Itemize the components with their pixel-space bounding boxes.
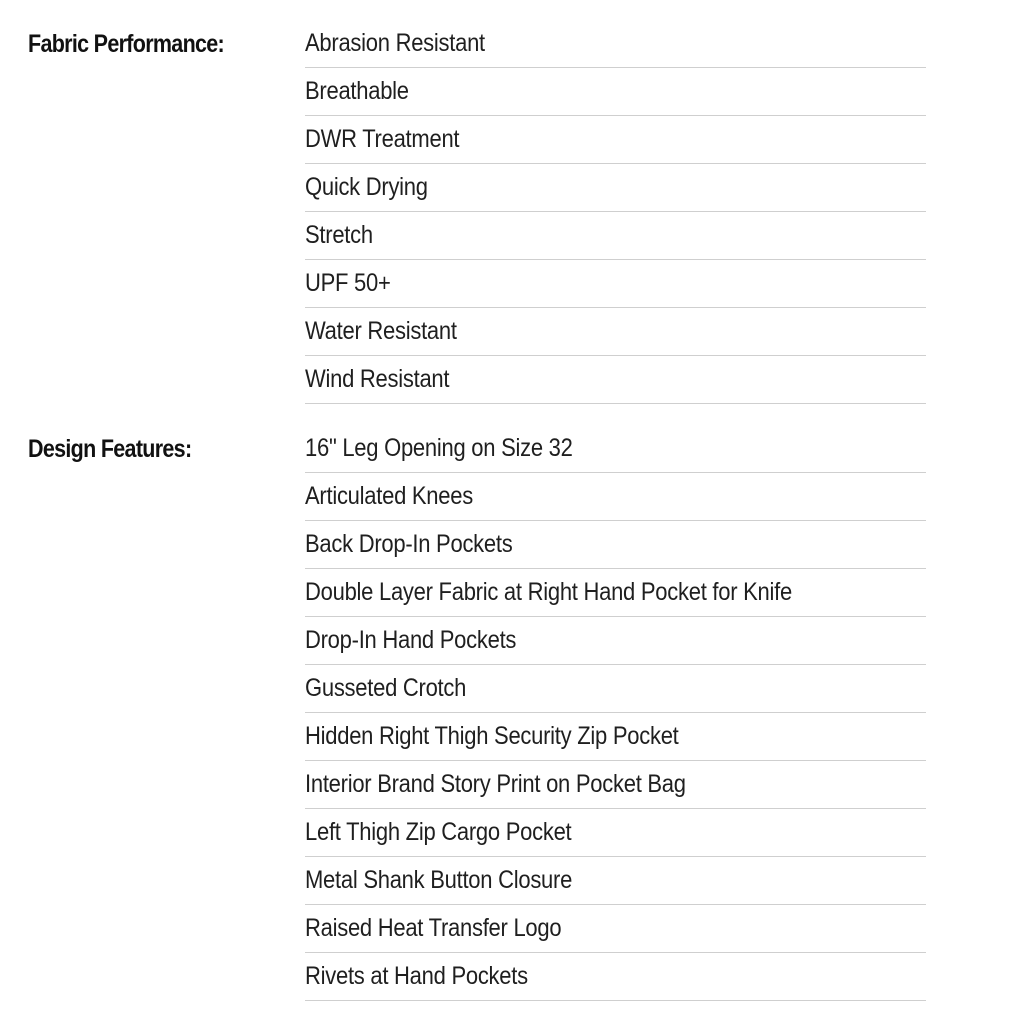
design-features-label: Design Features:	[28, 435, 192, 463]
list-item	[305, 953, 926, 1001]
list-item	[305, 713, 926, 761]
list-item-text: Abrasion Resistant	[305, 29, 485, 57]
list-item-text: 16" Leg Opening on Size 32	[305, 434, 573, 462]
list-item-text: Rivets at Hand Pockets	[305, 962, 528, 990]
list-item-text: Interior Brand Story Print on Pocket Bag	[305, 770, 686, 798]
list-item-text: DWR Treatment	[305, 125, 460, 153]
list-item	[305, 473, 926, 521]
list-item	[305, 308, 926, 356]
list-item-text: Metal Shank Button Closure	[305, 866, 573, 894]
list-item	[305, 116, 926, 164]
list-item	[305, 761, 926, 809]
list-item	[305, 212, 926, 260]
design-features-list	[305, 425, 926, 1001]
list-item-text: UPF 50+	[305, 269, 391, 297]
list-item	[305, 665, 926, 713]
list-item	[305, 569, 926, 617]
fabric-performance-list	[305, 20, 926, 404]
list-item-text: Back Drop-In Pockets	[305, 530, 513, 558]
list-item-text: Quick Drying	[305, 173, 428, 201]
list-item	[305, 164, 926, 212]
list-item	[305, 260, 926, 308]
list-item	[305, 905, 926, 953]
list-item	[305, 68, 926, 116]
list-item	[305, 425, 926, 473]
list-item-text: Double Layer Fabric at Right Hand Pocket for Knife	[305, 578, 792, 606]
list-item	[305, 857, 926, 905]
list-item-text: Hidden Right Thigh Security Zip Pocket	[305, 722, 679, 750]
list-item	[305, 521, 926, 569]
list-item-text: Stretch	[305, 221, 373, 249]
list-item-text: Articulated Knees	[305, 482, 473, 510]
fabric-performance-label: Fabric Performance:	[28, 30, 225, 58]
list-item	[305, 617, 926, 665]
list-item-text: Raised Heat Transfer Logo	[305, 914, 562, 942]
list-item-text: Gusseted Crotch	[305, 674, 467, 702]
list-item-text: Water Resistant	[305, 317, 457, 345]
list-item	[305, 809, 926, 857]
list-item	[305, 20, 926, 68]
list-item-text: Wind Resistant	[305, 365, 450, 393]
list-item-text: Left Thigh Zip Cargo Pocket	[305, 818, 572, 846]
list-item	[305, 356, 926, 404]
list-item-text: Drop-In Hand Pockets	[305, 626, 517, 654]
list-item-text: Breathable	[305, 77, 409, 105]
